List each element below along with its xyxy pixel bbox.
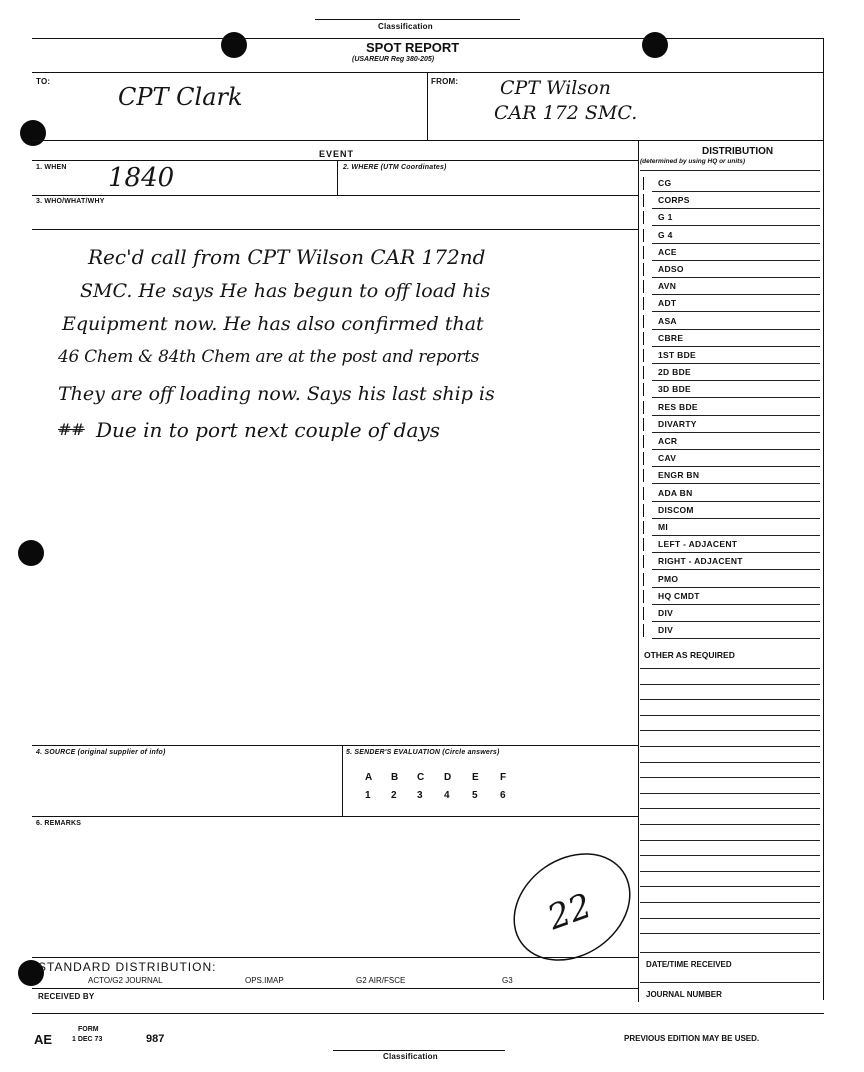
distribution-checkbox[interactable] [643,538,653,551]
distribution-blank-line[interactable] [640,886,820,887]
date-time-received-label: DATE/TIME RECEIVED [646,960,732,969]
distribution-item-label: AVN [658,281,677,292]
narrative-line-3: Equipment now. He has also confirmed that [62,313,484,335]
distribution-checkbox[interactable] [643,521,653,534]
narrative-line-6: Due in to port next couple of days [96,418,440,442]
narrative-line-2: SMC. He says He has begun to off load his [80,280,491,302]
distribution-checkbox[interactable] [643,246,653,259]
distribution-blank-line[interactable] [640,918,820,919]
eval-number-4[interactable]: 4 [444,790,450,801]
distribution-blank-line[interactable] [640,933,820,934]
date-time-top-line [640,952,820,953]
narrative-line-5: They are off loading now. Says his last ship is [58,383,495,405]
distribution-checkbox[interactable] [643,452,653,465]
distribution-item-label: HQ CMDT [658,590,700,601]
distribution-checkbox[interactable] [643,624,653,637]
distribution-header: DISTRIBUTION [702,146,774,157]
who-subline [32,229,638,230]
distribution-blank-line[interactable] [640,746,820,747]
distribution-checkbox[interactable] [643,229,653,242]
other-as-required: OTHER AS REQUIRED [644,650,735,660]
punch-hole-top-right [642,32,668,58]
std-dist-bottom-line [32,988,638,989]
distribution-item[interactable] [640,553,820,570]
distribution-item-label: G 1 [658,212,673,223]
form-prefix: AE [34,1032,53,1047]
distribution-blank-line[interactable] [640,730,820,731]
distribution-blank-line[interactable] [640,871,820,872]
distribution-item[interactable] [640,330,820,347]
punch-hole-left-middle [18,540,44,566]
distribution-item[interactable] [640,571,820,588]
distribution-checkbox[interactable] [643,263,653,276]
distribution-item[interactable] [640,467,820,484]
journal-number-label: JOURNAL NUMBER [646,990,722,999]
form-subtitle: (USAREUR Reg 380-205) [352,56,435,63]
distribution-blank-line[interactable] [640,855,820,856]
distribution-item[interactable] [640,192,820,209]
distribution-item-label: G 4 [658,229,673,240]
eval-letter-b[interactable]: B [391,772,399,783]
source-label: 4. SOURCE (original supplier of info) [36,749,166,756]
distribution-item-label: CBRE [658,332,684,343]
distribution-item[interactable] [640,261,820,278]
eval-letter-a[interactable]: A [365,772,373,783]
eval-number-2[interactable]: 2 [391,790,397,801]
source-eval-divider [342,745,343,816]
distribution-item-label: CG [658,178,672,188]
event-header-line [32,160,638,161]
distribution-blank-line[interactable] [640,715,820,716]
eval-letter-c[interactable]: C [417,772,425,783]
distribution-checkbox[interactable] [643,435,653,448]
source-top-line [32,745,638,746]
std-dist-item-journal: ACTO/G2 JOURNAL [88,976,163,985]
distribution-blank-line[interactable] [640,840,820,841]
when-where-divider [337,160,338,195]
distribution-item-label: MI [658,522,669,532]
form-number: 987 [146,1033,165,1045]
distribution-item-label: DISCOM [658,504,694,515]
distribution-item[interactable] [640,450,820,467]
distribution-checkbox[interactable] [643,469,653,482]
distribution-item-underline [652,638,820,639]
distribution-blank-line[interactable] [640,762,820,763]
distribution-item[interactable] [640,313,820,330]
distribution-item-label: ADA BN [658,487,693,498]
when-bottom-line [32,195,638,196]
distribution-item-label: 3D BDE [658,384,691,395]
classification-bottom-line [333,1050,505,1051]
distribution-checkbox[interactable] [643,487,653,500]
distribution-checkbox[interactable] [643,401,653,414]
when-value: 1840 [108,163,175,193]
remarks-label: 6. REMARKS [36,820,82,827]
distribution-subheader: (determined by using HQ or units) [640,158,746,165]
distribution-checkbox[interactable] [643,607,653,620]
distribution-item-label: DIV [658,608,674,618]
distribution-item-label: ACR [658,436,678,446]
distribution-item-label: ENGR BN [658,470,700,481]
distribution-item[interactable] [640,347,820,364]
distribution-blank-line[interactable] [640,777,820,778]
event-header: EVENT [319,149,355,159]
distribution-checkbox[interactable] [643,315,653,328]
distribution-item-label: ADT [658,298,677,309]
form-bottom-border [32,1013,824,1014]
distribution-checkbox[interactable] [643,383,653,396]
distribution-item-label: DIV [658,625,674,636]
distribution-item-label: DIVARTY [658,418,697,429]
eval-number-3[interactable]: 3 [417,790,423,801]
distribution-item[interactable] [640,209,820,226]
distribution-item[interactable] [640,227,820,244]
distribution-checkbox[interactable] [643,349,653,362]
distribution-checkbox[interactable] [643,366,653,379]
distribution-item-label: CAV [658,453,677,464]
distribution-item[interactable] [640,536,820,553]
distribution-checkbox[interactable] [643,332,653,345]
std-dist-top-line [32,957,638,958]
distribution-checkbox[interactable] [643,590,653,603]
distribution-item[interactable] [640,244,820,261]
distribution-item-label: 1ST BDE [658,350,696,360]
from-line-2: CAR 172 SMC. [494,102,638,124]
std-dist-item-g2air: G2 AIR/FSCE [356,976,406,985]
distribution-checkbox[interactable] [643,280,653,293]
distribution-item[interactable] [640,175,820,192]
where-label: 2. WHERE (UTM Coordinates) [343,164,447,171]
eval-number-1[interactable]: 1 [365,790,371,801]
form-top-border [32,38,824,39]
distribution-checkbox[interactable] [643,573,653,586]
classification-bottom: Classification [383,1052,438,1061]
form-word: FORM [78,1026,99,1033]
distribution-item[interactable] [640,399,820,416]
punch-hole-top-left [221,32,247,58]
distribution-item-label: ASA [658,315,677,326]
to-label: TO: [36,77,51,86]
when-label: 1. WHEN [36,164,67,171]
distribution-checkbox[interactable] [643,555,653,568]
distribution-blank-line[interactable] [640,902,820,903]
header-bottom-line [32,72,824,73]
distribution-item-label: 2D BDE [658,367,691,378]
strike-mark: ## [58,420,85,439]
distribution-column [640,140,823,1013]
to-from-divider [427,72,428,140]
distribution-item-label: RIGHT - ADJACENT [658,556,743,567]
from-label: FROM: [431,77,459,86]
distribution-blank-line[interactable] [640,699,820,700]
std-dist-item-ops: OPS.IMAP [245,976,284,985]
received-by-label: RECEIVED BY [38,992,95,1001]
distribution-item[interactable] [640,416,820,433]
distribution-item[interactable] [640,364,820,381]
distribution-checkbox[interactable] [643,504,653,517]
from-line-1: CPT Wilson [500,77,611,99]
std-dist-label: STANDARD DISTRIBUTION: [38,960,217,974]
distribution-checkbox[interactable] [643,194,653,207]
previous-edition-note: PREVIOUS EDITION MAY BE USED. [624,1034,760,1043]
distribution-item-label: ACE [658,246,677,257]
eval-letter-e[interactable]: E [472,772,479,783]
distribution-item[interactable] [640,278,820,295]
classification-top: Classification [378,22,433,31]
distribution-item-label: CORPS [658,195,690,206]
distribution-blank-line[interactable] [640,808,820,809]
distribution-item[interactable] [640,485,820,502]
distribution-item[interactable] [640,588,820,605]
distribution-checkbox[interactable] [643,297,653,310]
journal-top-line [640,982,820,983]
distribution-item[interactable] [640,381,820,398]
distribution-item[interactable] [640,433,820,450]
circled-number: 22 [542,885,597,939]
distribution-item-label: PMO [658,573,679,584]
eval-letter-d[interactable]: D [444,772,452,783]
distribution-item[interactable] [640,502,820,519]
to-value: CPT Clark [118,83,243,111]
distribution-item-label: RES BDE [658,401,698,412]
who-label: 3. WHO/WHAT/WHY [36,198,105,205]
distribution-header-line [640,170,820,171]
distribution-blank-line[interactable] [640,824,820,825]
distribution-checkbox[interactable] [643,211,653,224]
std-dist-item-g3: G3 [502,976,513,985]
eval-label: 5. SENDER'S EVALUATION (Circle answers) [346,749,500,756]
distribution-item-label: LEFT - ADJACENT [658,539,738,550]
form-date: 1 DEC 73 [72,1036,103,1043]
narrative-line-4: 46 Chem & 84th Chem are at the post and reports [58,347,480,367]
distribution-blank-line[interactable] [640,668,820,669]
distribution-checkbox[interactable] [643,177,653,190]
classification-top-line [315,19,520,20]
distribution-blank-line[interactable] [640,793,820,794]
form-title: SPOT REPORT [366,40,460,55]
punch-hole-left-upper [20,120,46,146]
distribution-blank-line[interactable] [640,684,820,685]
eval-letter-f[interactable]: F [500,772,507,783]
distribution-item-label: ADSO [658,264,684,274]
narrative-line-1: Rec'd call from CPT Wilson CAR 172nd [88,245,486,269]
remarks-top-line [32,816,638,817]
eval-number-6[interactable]: 6 [500,790,506,801]
distribution-item[interactable] [640,295,820,312]
distribution-item[interactable] [640,622,820,639]
eval-number-5[interactable]: 5 [472,790,478,801]
distribution-item[interactable] [640,519,820,536]
form-right-border [823,38,824,1000]
distribution-item[interactable] [640,605,820,622]
distribution-checkbox[interactable] [643,418,653,431]
